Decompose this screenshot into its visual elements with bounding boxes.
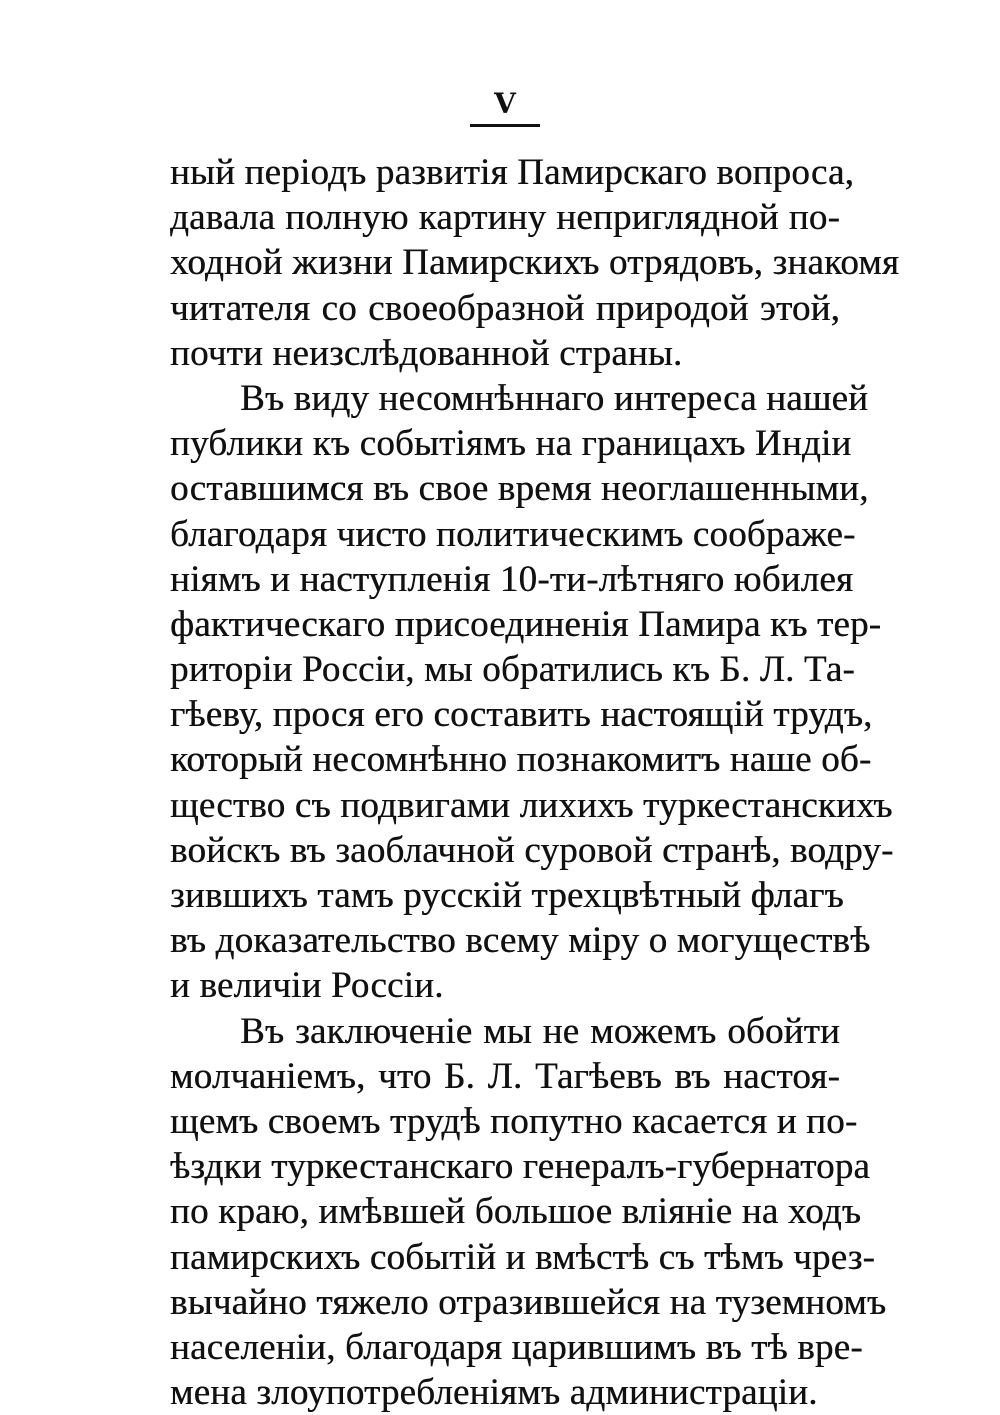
text-line: благодаря чисто политическимъ соображе- xyxy=(170,513,856,555)
text-line: и величіи Россіи. xyxy=(170,965,444,1007)
text-line: публики къ событіямъ на границахъ Индіи xyxy=(170,423,852,465)
header-rule xyxy=(470,124,540,127)
text-line: гѣеву, прося его составить настоящій трудъ, xyxy=(170,694,873,736)
text-line: ніямъ и наступленія 10-ти-лѣтняго юбилея xyxy=(170,558,854,600)
text-line: ный періодъ развитія Памирскаго вопроса, xyxy=(170,152,854,193)
body-text xyxy=(170,150,900,1415)
text-line: щемъ своемъ трудѣ попутно касается и по- xyxy=(170,1100,858,1142)
text-line: Въ виду несомнѣннаго интереса нашей xyxy=(240,377,869,419)
text-line: риторіи Россіи, мы обратились къ Б. Л. Та- xyxy=(170,649,855,691)
paragraph xyxy=(170,150,900,376)
text-line: молчаніемъ, что Б. Л. Тагѣевъ въ настоя- xyxy=(170,1055,840,1097)
text-line: который несомнѣнно познакомитъ наше об- xyxy=(170,739,872,781)
text-line: въ доказательство всему міру о могуществѣ xyxy=(170,920,871,962)
text-line: войскъ въ заоблачной суровой странѣ, водру- xyxy=(170,829,894,871)
text-line: читателя со своеобразной природой этой, xyxy=(170,287,840,329)
text-line: фактическаго присоединенія Памира къ тер- xyxy=(170,603,882,645)
text-line: оставшимся въ свое время неоглашенными, xyxy=(170,468,869,510)
text-line: населеніи, благодаря царившимъ въ тѣ вре- xyxy=(170,1326,863,1368)
paragraph xyxy=(170,1009,887,1415)
text-line: ходной жизни Памирскихъ отрядовъ, знакомя xyxy=(170,242,900,284)
text-line: вычайно тяжело отразившейся на туземномъ xyxy=(170,1281,887,1323)
text-line: ѣздки туркестанскаго генералъ-губернатора xyxy=(170,1146,871,1188)
text-line: щество съ подвигами лихихъ туркестанскихъ xyxy=(170,784,893,826)
text-line: мена злоупотребленіямъ администраціи. xyxy=(170,1372,818,1414)
text-line: памирскихъ событій и вмѣстѣ съ тѣмъ чрез- xyxy=(170,1236,876,1278)
paragraph xyxy=(170,376,894,1009)
text-line: давала полную картину неприглядной по- xyxy=(170,197,840,239)
text-line: по краю, имѣвшей большое вліяніе на ходъ xyxy=(170,1191,862,1233)
text-line: почти неизслѣдованной страны. xyxy=(170,332,683,374)
page-number: V xyxy=(494,87,516,120)
text-line: Въ заключеніе мы не можемъ обойти xyxy=(240,1010,840,1052)
text-line: зившихъ тамъ русскій трехцвѣтный флагъ xyxy=(170,875,844,916)
